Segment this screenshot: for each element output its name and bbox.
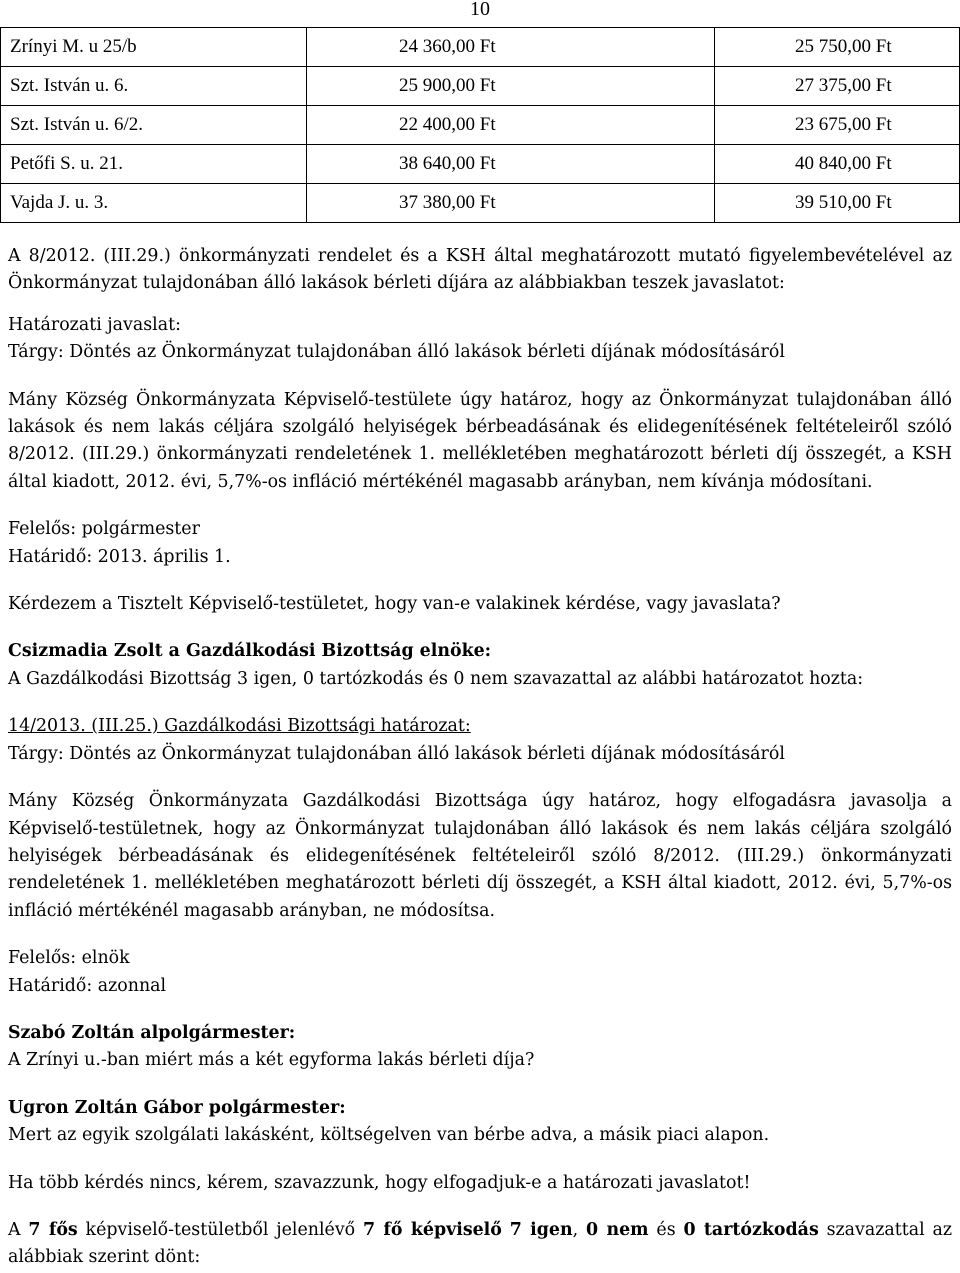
vote-present: 7 fő képviselő [362, 1219, 502, 1240]
speaker-statement: Mert az egyik szolgálati lakásként, költségelven van bérbe adva, a másik piaci alapon. [8, 1125, 770, 1146]
table-row [1, 67, 960, 106]
responsible-line: Felelős: polgármester [8, 519, 200, 540]
page-number: 10 [470, 0, 490, 20]
current-rent-cell: 22 400,00 Ft [307, 106, 715, 145]
table-row [1, 28, 960, 67]
address-cell: Szt. István u. 6/2. [1, 106, 307, 145]
question-paragraph: Kérdezem a Tisztelt Képviselő-testületet, hogy van-e valakinek kérdése, vagy javaslata? [8, 594, 781, 615]
vote-abstain: 0 tartózkodás [683, 1219, 819, 1240]
proposal-body: Mány Község Önkormányzata Képviselő-testülete úgy határoz, hogy az Önkormányzat tulajdonában álló lakások és nem lakás céljára szolgáló helyiségek bérbeadásának és elidegenítésének feltételeiről szóló 8/2012. (III.29.) önkormányzati rendeletének 1. mellékletében meghatározott bérleti díj összegét, a KSH által kiadott, 2012. évi, 5,7%-os infláció mértékénél magasabb arányban, nem kívánja módosítani. [8, 389, 952, 492]
new-rent-cell: 39 510,00 Ft [715, 184, 960, 223]
current-rent-cell: 24 360,00 Ft [307, 28, 715, 67]
current-rent-cell: 37 380,00 Ft [307, 184, 715, 223]
new-rent-cell: 40 840,00 Ft [715, 145, 960, 184]
speaker-statement: A Zrínyi u.-ban miért más a két egyforma lakás bérleti díja? [8, 1050, 535, 1071]
speaker-name: Ugron Zoltán Gábor polgármester: [8, 1097, 346, 1118]
table-row [1, 106, 960, 145]
address-cell: Petőfi S. u. 21. [1, 145, 307, 184]
table-row [1, 184, 960, 223]
address-cell: Zrínyi M. u 25/b [1, 28, 307, 67]
speaker-statement: A Gazdálkodási Bizottság 3 igen, 0 tartózkodás és 0 nem szavazattal az alábbi határozatot hozta: [8, 668, 864, 689]
speaker-name: Szabó Zoltán alpolgármester: [8, 1022, 296, 1043]
current-rent-cell: 38 640,00 Ft [307, 145, 715, 184]
intro-paragraph: A 8/2012. (III.29.) önkormányzati rendelet és a KSH által meghatározott mutató figyelembevételével az Önkormányzat tulajdonában álló lakások bérleti díjára az alábbiakban teszek javaslatot: [8, 246, 952, 294]
vote-yes: 7 igen [509, 1219, 573, 1240]
committee-body: Mány Község Önkormányzata Gazdálkodási Bizottsága úgy határoz, hogy elfogadásra javasolja a Képviselő-testületnek, hogy az Önkormányzat tulajdonában álló lakások és nem lakás céljára szolgáló helyiségek bérbeadásának és elidegenítésének feltételeiről szóló 8/2012. (III.29.) önkormányzati rendeletének 1. mellékletében meghatározott bérleti díj összegét, a KSH által kiadott, 2012. évi, 5,7%-os infláció mértékénél magasabb arányban, ne módosítsa. [8, 791, 952, 921]
responsible-line: Felelős: elnök [8, 948, 130, 969]
vote-text: , [572, 1219, 587, 1240]
vote-text: képviselő-testületből jelenlévő [77, 1219, 363, 1240]
document-body [8, 243, 952, 1272]
committee-subject: Tárgy: Döntés az Önkormányzat tulajdonában álló lakások bérleti díjának módosításáról [8, 743, 785, 764]
deadline-line: Határidő: 2013. április 1. [8, 546, 231, 567]
vote-text: szavazattal az alábbiak szerint dönt: [8, 1219, 953, 1268]
vote-no: 0 nem [586, 1219, 649, 1240]
table-row [1, 145, 960, 184]
speaker-name: Csizmadia Zsolt a Gazdálkodási Bizottság elnöke: [8, 641, 492, 662]
vote-members: 7 fős [28, 1219, 78, 1240]
rent-table [0, 27, 960, 223]
vote-text [502, 1220, 510, 1240]
current-rent-cell: 25 900,00 Ft [307, 67, 715, 106]
new-rent-cell: 25 750,00 Ft [715, 28, 960, 67]
new-rent-cell: 23 675,00 Ft [715, 106, 960, 145]
proposal-subject: Tárgy: Döntés az Önkormányzat tulajdonában álló lakások bérleti díjának módosításáról [8, 342, 785, 363]
vote-text: és [648, 1219, 684, 1240]
address-cell: Vajda J. u. 3. [1, 184, 307, 223]
vote-result [8, 1217, 952, 1272]
vote-call: Ha több kérdés nincs, kérem, szavazzunk, hogy elfogadjuk-e a határozati javaslatot! [8, 1172, 751, 1193]
deadline-line: Határidő: azonnal [8, 975, 167, 996]
vote-text: A [8, 1219, 29, 1240]
new-rent-cell: 27 375,00 Ft [715, 67, 960, 106]
committee-resolution-title: 14/2013. (III.25.) Gazdálkodási Bizottsági határozat: [8, 716, 471, 737]
address-cell: Szt. István u. 6. [1, 67, 307, 106]
proposal-heading: Határozati javaslat: [8, 314, 181, 335]
